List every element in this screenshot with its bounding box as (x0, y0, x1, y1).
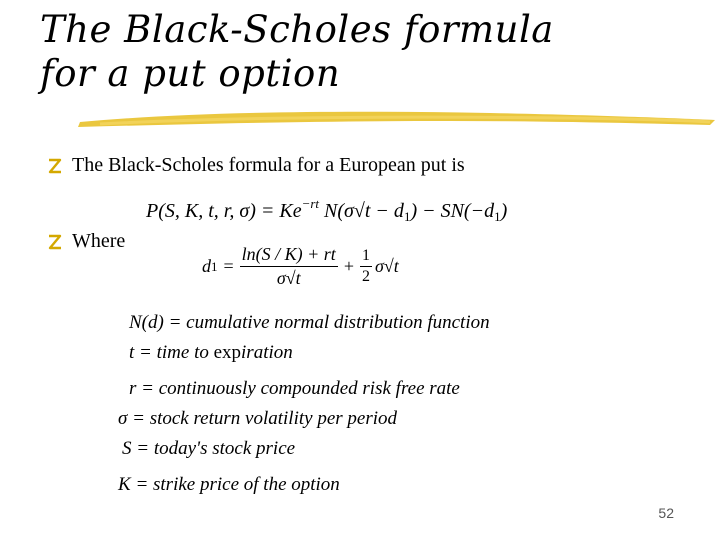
definition-K: K = strike price of the option (118, 474, 340, 495)
bullet-item-intro (46, 154, 465, 177)
half-fraction: $\frac{1}{2}$ (361, 247, 370, 285)
brush-stroke-decoration (70, 104, 720, 130)
definition-Nd: N(d) = cumulative normal distribution function (129, 312, 490, 333)
page-number: 52 (658, 505, 674, 521)
title-line-2: for a put option (40, 52, 341, 95)
d1-fraction: $\frac{\ln(S / K) + rt}{\sigma√t}$ (241, 244, 336, 288)
definition-t: t = time to expiration (129, 342, 293, 363)
d1-formula: d 1 = $\frac{\ln(S / K) + rt}{\sigma√t}$ + $\frac{1}{2}$ σ√t (202, 244, 399, 288)
title-line-1: The Black-Scholes formula (40, 8, 554, 51)
slide-title (40, 8, 554, 96)
z-bullet-icon (46, 233, 64, 251)
definition-sigma: σ = stock return volatility per period (118, 408, 398, 429)
bullet-item-where (46, 230, 125, 253)
put-formula: P(S, K, t, r, $\sigma) = Ke^{-rt}$ $N(\sigma√t - d_1) - SN(-d_1)$ (146, 196, 508, 224)
definition-r: r = continuously compounded risk free rate (129, 378, 460, 399)
definition-S: S = today's stock price (122, 438, 296, 459)
bullet-text: Where (72, 230, 126, 252)
bullet-text: The Black-Scholes formula for a European put is (72, 154, 465, 176)
z-bullet-icon (46, 157, 64, 175)
